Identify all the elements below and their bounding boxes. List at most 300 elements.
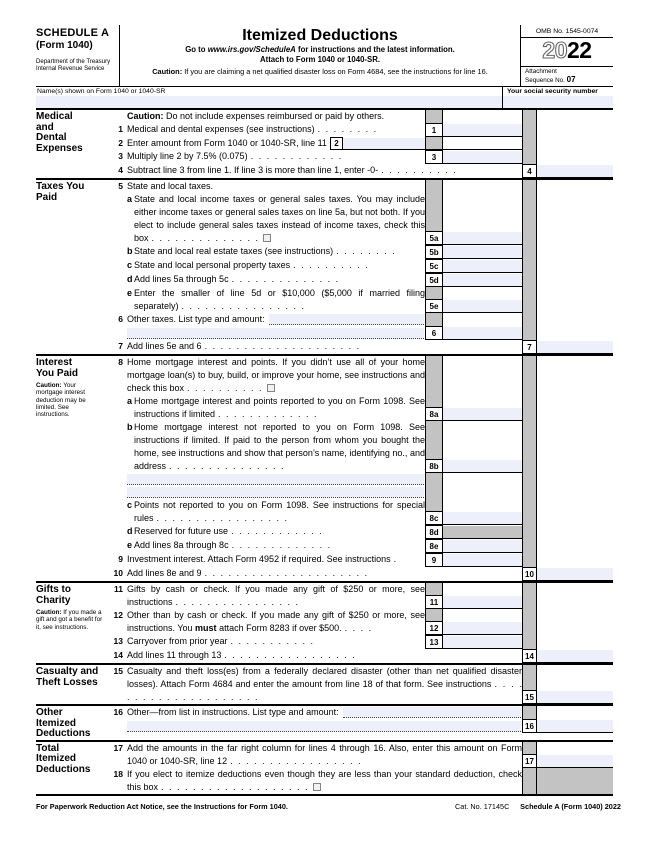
line-8d-amount-field: [443, 526, 522, 538]
right-amount-column-cell: [537, 150, 613, 164]
section-caution-gifts: Caution: If you made a gift and got a benefit for it, see instructions.: [36, 609, 103, 631]
footer-form-id: Schedule A (Form 1040) 2022: [520, 801, 621, 811]
divider-column-cell: [522, 609, 537, 635]
numbox-column-cell: [425, 539, 443, 553]
numbox-column-cell: [425, 473, 443, 486]
section-rows-taxes: [110, 180, 613, 354]
numbox-column-cell: [425, 499, 443, 525]
line-label-cell: [127, 395, 425, 421]
form-line-5e: [110, 287, 613, 313]
line-text: State and local income taxes or general sales taxes. You may include either income taxes or general sales taxes on line 5a, but not both. If you elect to include general sales taxes instead of income taxes, check this box . . . . . . . . . . . . . .: [134, 194, 425, 243]
inner-amount-column-cell: [443, 180, 522, 193]
numbox-column-cell: [425, 421, 443, 473]
bold-text: Caution:: [36, 382, 64, 389]
dotted-entry-field[interactable]: [127, 474, 424, 485]
line-16-amount-field[interactable]: [537, 720, 613, 732]
line-16-box-label: 16: [523, 719, 536, 732]
form-line-7: [110, 340, 613, 354]
section-other: [36, 706, 613, 742]
section-title-line: Theft Losses: [36, 676, 98, 688]
line-8-checkbox[interactable]: [267, 384, 275, 392]
line-label-cell: [127, 193, 425, 245]
right-amount-column-cell: [537, 273, 613, 287]
line-number-spacer: [110, 326, 127, 340]
line-label-cell: [127, 473, 425, 486]
dot-leader: . . . . . . . .: [317, 124, 377, 134]
line-3-box-label: 3: [426, 150, 442, 163]
dot-leader: . . . . . . . .: [336, 246, 395, 256]
inner-amount-column-cell: [443, 245, 522, 259]
line-11-amount-field[interactable]: [443, 596, 522, 608]
dot-leader: . . . . . . . . . . . . . . . . . . .: [161, 781, 308, 792]
numbox-column-cell: [425, 609, 443, 635]
line-5d-amount-field[interactable]: [443, 274, 522, 286]
form-line-5d: [110, 273, 613, 287]
inner-amount-column-cell: [443, 553, 522, 567]
dot-leader: . . . . . . . . . .: [293, 260, 368, 270]
section-title-line: Expenses: [36, 142, 83, 154]
line-number-spacer: [110, 486, 127, 499]
line-4-number: 4: [118, 165, 123, 175]
line-18-checkbox[interactable]: [313, 783, 321, 791]
line-17-number: 17: [113, 742, 123, 753]
schedule-a-label: SCHEDULE A: [36, 27, 110, 39]
form-line-10: [110, 567, 613, 581]
line-15-box-label: 15: [523, 690, 536, 703]
inner-amount-column-cell: [443, 486, 522, 499]
dot-leader: .: [393, 554, 397, 564]
bold-text: Caution:: [36, 609, 64, 616]
line-text: Medical and dental expenses (see instructions) . . . . . . . .: [127, 124, 377, 134]
form-body: [36, 110, 613, 796]
dotted-entry-field[interactable]: [127, 487, 424, 498]
header-center-block: [120, 25, 521, 86]
line-text: Gifts by cash or check. If you made any gift of $250 or more, see instructions . . . . . . . . . . . . . . . .: [127, 584, 425, 607]
line-6-box-label: 6: [426, 326, 442, 339]
numbox-column-cell: [425, 287, 443, 313]
form-line-8: [110, 356, 613, 395]
form-line-5b: [110, 245, 613, 259]
right-amount-column-cell: [537, 742, 613, 768]
section-title-medical: [36, 110, 110, 178]
line-label-cell: [127, 525, 425, 539]
form-line-8b: [110, 421, 613, 473]
right-amount-column-cell: [537, 164, 613, 178]
inner-amount-column-cell: [443, 473, 522, 486]
line-text: Add lines 8e and 9 . . . . . . . . . . . . . . . . . . . . .: [127, 568, 368, 578]
form-line-16: [110, 706, 613, 719]
line-text: Multiply line 2 by 7.5% (0.075) . . . . . . . . . . . .: [127, 151, 342, 161]
line-text: Investment interest. Attach Form 4952 if required. See instructions .: [127, 554, 397, 564]
line-letter: d: [127, 526, 133, 536]
form-line-17: [110, 742, 613, 768]
divider-column-cell: [522, 287, 537, 313]
dot-leader: . . . . . . . . . . . . . . . . .: [156, 513, 288, 523]
section-title-line: Itemized: [36, 717, 77, 729]
line-8b-amount-field[interactable]: [443, 460, 522, 472]
line-letter: e: [127, 288, 133, 298]
inner-amount-column-cell: [443, 137, 522, 150]
form-line: [110, 486, 613, 499]
line-8c-amount-field[interactable]: [443, 512, 522, 524]
right-amount-column-cell: [537, 583, 613, 609]
line-6-number: 6: [118, 314, 123, 324]
line-label-cell: [127, 180, 425, 193]
dotted-entry-field[interactable]: [269, 314, 424, 325]
line-number-spacer: [110, 473, 127, 486]
line-12-number: 12: [113, 610, 123, 620]
line-5b-box-label: 5b: [426, 245, 442, 258]
line-11-box-label: 11: [426, 595, 442, 608]
inner-amount-column-cell: [443, 287, 522, 313]
line-text: Home mortgage interest and points reported to you on Form 1098. See instructions if limited . . . . . . . . . . . . .: [134, 396, 425, 419]
right-amount-column-cell: [537, 567, 613, 581]
line-5e-box-label: 5e: [426, 299, 442, 312]
line-label-cell: [127, 539, 425, 553]
section-title-line: Itemized: [36, 753, 77, 764]
dot-leader: . . . . . . . . . . . .: [231, 526, 322, 536]
divider-column-cell: [522, 123, 537, 137]
form-line-12: [110, 609, 613, 635]
section-rows-casualty: [110, 665, 613, 704]
line-16-number: 16: [113, 707, 123, 717]
line-label-cell: [127, 486, 425, 499]
divider-column-cell: [522, 150, 537, 164]
line-label-cell: [127, 326, 425, 340]
section-gifts: [36, 583, 613, 665]
line-5a-amount-field[interactable]: [443, 232, 522, 244]
attach-line: Attach to Form 1040 or 1040-SR.: [259, 54, 381, 64]
dot-leader: . . . . . . . . . . . . .: [231, 540, 331, 550]
inner-amount-column-cell: [443, 273, 522, 287]
line-8a-box-label: 8a: [426, 407, 442, 420]
dot-leader: . . . . . . . . . .: [381, 165, 456, 175]
right-amount-column-cell: [537, 539, 613, 553]
numbox-column-cell: [425, 180, 443, 193]
dot-leader: . . . . . . . . . . . . . . . . . . . . .: [127, 679, 522, 702]
line-2-number: 2: [118, 138, 123, 148]
line-4-box-label: 4: [523, 164, 536, 177]
sequence-number: 07: [566, 74, 576, 84]
line-number-spacer: [110, 421, 127, 473]
form-line-18: [110, 768, 613, 794]
line-label-cell: [127, 421, 425, 473]
line-label-cell: [127, 245, 425, 259]
dot-leader: . . . . . . . . . . . . . . . . . . . .: [204, 341, 360, 351]
line-number-spacer: [110, 499, 127, 525]
line-1-box-label: 1: [426, 123, 442, 136]
dot-leader: . . . . . . . . . . . . . .: [151, 233, 259, 243]
section-total: [36, 742, 613, 796]
section-interest: [36, 356, 613, 583]
numbox-column-cell: [425, 635, 443, 649]
dot-leader: . . . . . . . . . . . . .: [218, 409, 317, 419]
line-14-amount-field[interactable]: [537, 650, 613, 662]
right-amount-column-cell: [537, 473, 613, 486]
line-text: Subtract line 3 from line 1. If line 3 is more than line 1, enter -0- . . . . . . . . . .: [127, 165, 456, 175]
line-5a-checkbox[interactable]: [263, 234, 271, 242]
line-letter: c: [127, 500, 133, 510]
line-letter: b: [127, 246, 133, 256]
line-number-spacer: [110, 245, 127, 259]
line-number-spacer: [110, 273, 127, 287]
right-amount-column-cell: [537, 499, 613, 525]
line-label-cell: [127, 499, 425, 525]
line-8d-box-label: 8d: [426, 525, 442, 538]
numbox-column-cell: [425, 313, 443, 326]
omb-number: OMB No. 1545-0074: [521, 25, 613, 38]
dotted-entry-field[interactable]: [343, 707, 521, 718]
right-amount-column-cell: [537, 180, 613, 193]
dotted-entry-field[interactable]: [127, 328, 424, 339]
name-cell: [36, 87, 503, 108]
line-5d-box-label: 5d: [426, 273, 442, 286]
line-9-box-label: 9: [426, 553, 442, 566]
line-text: Home mortgage interest and points. If you didn’t use all of your home mortgage loan(s) to buy, build, or improve your home, see instructions and check this box . . . . . . . . . .: [127, 357, 425, 393]
line-number-spacer: [110, 539, 127, 553]
line-number-spacer: [110, 525, 127, 539]
divider-column-cell: [522, 180, 537, 193]
line-label-cell: [127, 768, 522, 794]
inner-amount-column-cell: [443, 609, 522, 635]
divider-column-cell: [522, 486, 537, 499]
form-line-9: [110, 553, 613, 567]
right-amount-column-cell: [537, 356, 613, 395]
tax-year-suffix: 22: [567, 37, 592, 63]
numbox-column-cell: [425, 110, 443, 123]
form-line: [110, 473, 613, 486]
right-amount-column-cell: [537, 553, 613, 567]
divider-column-cell: [522, 326, 537, 340]
line-10-amount-field[interactable]: [537, 568, 613, 580]
section-title-total: [36, 742, 110, 794]
section-medical: [36, 110, 613, 180]
section-title-line: Medical: [36, 111, 73, 122]
divider-column-cell: [522, 137, 537, 150]
bold-text: must: [195, 623, 217, 633]
line-11-number: 11: [114, 584, 123, 594]
inner-amount-column-cell: [443, 110, 522, 123]
line-number-spacer: [110, 110, 127, 123]
bold-text: for instructions and the latest information.: [295, 45, 455, 54]
bold-text: Go to: [185, 45, 208, 54]
form-line: [110, 110, 613, 123]
right-amount-column-cell: [537, 486, 613, 499]
right-amount-column-cell: [537, 421, 613, 473]
line-1-amount-field[interactable]: [443, 124, 522, 136]
numbox-column-cell: [425, 486, 443, 499]
dot-leader: . . . . . . . . . .: [187, 383, 262, 393]
inner-amount-column-cell: [443, 326, 522, 340]
line-12-box-label: 12: [426, 621, 442, 634]
footer-paperwork-notice: For Paperwork Reduction Act Notice, see the Instructions for Form 1040.: [36, 801, 288, 811]
numbox-column-cell: [425, 123, 443, 137]
line-9-amount-field[interactable]: [443, 554, 522, 566]
line-12-amount-field[interactable]: [443, 622, 522, 634]
divider-column-cell: [522, 193, 537, 245]
attachment-sequence: [521, 66, 613, 84]
line-label-cell: [127, 313, 425, 326]
inner-amount-column-cell: [443, 193, 522, 245]
section-title-casualty: [36, 665, 110, 704]
line-7-amount-field[interactable]: [537, 341, 613, 353]
form-header: [36, 25, 613, 87]
section-casualty: [36, 665, 613, 706]
right-amount-column-cell: [537, 245, 613, 259]
line-8a-amount-field[interactable]: [443, 408, 522, 420]
line-5b-amount-field[interactable]: [443, 246, 522, 258]
line-7-box-label: 7: [523, 340, 536, 353]
divider-column-cell: [522, 499, 537, 525]
numbox-column-cell: [425, 583, 443, 609]
line-text: Other than by cash or check. If you made any gift of $250 or more, see instructions. You must attach Form 8283 if over $500. . . . .: [127, 610, 425, 633]
attachment-label: Attachment: [525, 68, 557, 75]
inner-amount-column-cell: [443, 525, 522, 539]
right-amount-column-cell: [537, 649, 613, 663]
line-5-number: 5: [118, 181, 123, 191]
dot-leader: . . . . . . . . . . . . . . . . .: [230, 755, 361, 766]
numbox-column-cell: [425, 137, 443, 150]
inner-amount-column-cell: [443, 259, 522, 273]
line-label-cell: [127, 356, 425, 395]
form-title: Itemized Deductions: [242, 27, 398, 44]
dot-leader: . . . .: [344, 623, 372, 633]
name-input-field[interactable]: [36, 96, 502, 108]
line-text: Points not reported to you on Form 1098. See instructions for special rules . . . . . . . . . . . . . . . . .: [134, 500, 425, 523]
line-label-cell: [127, 553, 425, 567]
line-text: Reserved for future use . . . . . . . . . . . .: [134, 526, 322, 536]
line-15-amount-field[interactable]: [537, 691, 613, 703]
inner-amount-column-cell: [443, 499, 522, 525]
line-6-amount-field[interactable]: [443, 327, 522, 339]
inner-amount-column-cell: [443, 539, 522, 553]
ssn-cell: [503, 87, 613, 108]
dot-leader: . . . . . . . . . . . . . . .: [169, 461, 284, 471]
line-3-number: 3: [118, 151, 123, 161]
dot-leader: . . . . . . . . . . . . . .: [231, 274, 339, 284]
form-line-8a: [110, 395, 613, 421]
numbox-column-cell: [425, 245, 443, 259]
goto-instructions-line: [120, 45, 520, 55]
form-line-1: [110, 123, 613, 137]
right-amount-column-cell: [537, 340, 613, 354]
line-8e-amount-field[interactable]: [443, 540, 522, 552]
line-label-cell: [127, 706, 522, 719]
dot-leader: . . . . . . . . . . . .: [250, 151, 342, 161]
divider-column-cell: [522, 768, 537, 794]
dotted-entry-field[interactable]: [127, 721, 521, 732]
right-amount-column-cell: [537, 665, 613, 704]
form-line-11: [110, 583, 613, 609]
inner-amount-column-cell: [443, 395, 522, 421]
form-line-6: [110, 326, 613, 340]
line-label-cell: [127, 123, 425, 137]
divider-column-cell: [522, 539, 537, 553]
line-4-amount-field[interactable]: [537, 165, 613, 177]
section-taxes: [36, 180, 613, 356]
bold-text: Caution:: [152, 67, 185, 76]
line-8b-box-label: 8b: [426, 459, 442, 472]
right-amount-column-cell: [537, 326, 613, 340]
section-caution-interest: Caution: Your mortgage interest deduction may be limited. See instructions.: [36, 382, 86, 419]
line-13-amount-field[interactable]: [443, 636, 522, 648]
line-text: Add the amounts in the far right column for lines 4 through 16. Also, enter this amount on Form 1040 or 1040-SR, line 12 . . . . . . . . . . . . . . . . .: [127, 742, 522, 766]
section-rows-total: [110, 742, 613, 794]
ssn-input-field[interactable]: [503, 96, 613, 108]
line-text: State and local real estate taxes (see instructions) . . . . . . . .: [134, 246, 395, 256]
divider-column-cell: [522, 395, 537, 421]
line-label-cell: [127, 273, 425, 287]
right-amount-column-cell: [537, 123, 613, 137]
line-10-box-label: 10: [523, 567, 536, 580]
header-caution-line: Caution: If you are claiming a net qualified disaster loss on Form 4684, see the instructions for line 16.: [152, 67, 488, 76]
line-label-cell: [127, 567, 522, 581]
numbox-column-cell: [425, 395, 443, 421]
line-1-number: 1: [118, 124, 123, 134]
inner-amount-column-cell: [443, 421, 522, 473]
divider-column-cell: [522, 259, 537, 273]
section-title-taxes: [36, 180, 110, 354]
line-number-spacer: [110, 719, 127, 733]
line-5a-box-label: 5a: [426, 231, 442, 244]
line-17-box-label: 17: [523, 754, 536, 767]
form-line-8d: [110, 525, 613, 539]
dot-leader: . . . . . . . . . . . . . . . . . . . . .: [204, 568, 368, 578]
dot-leader: . . . . . . . . . . . . . . . .: [181, 301, 305, 311]
line-letter: d: [127, 274, 133, 284]
line-number-spacer: [110, 259, 127, 273]
line-6-label: Other taxes. List type and amount:: [127, 314, 265, 324]
line-text: Enter the smaller of line 5d or $10,000 ($5,000 if married filing separately) . . . . . . . . . . . . . . . .: [134, 288, 425, 311]
divider-column-cell: [522, 553, 537, 567]
form-line-5: [110, 180, 613, 193]
line-2-amount-field[interactable]: [343, 138, 425, 150]
line-number-spacer: [110, 395, 127, 421]
header-left-block: [36, 25, 120, 86]
line-text: Caution: Do not include expenses reimbursed or paid by others.: [127, 111, 385, 121]
section-title-gifts: [36, 583, 110, 663]
sequence-number-line: [525, 76, 613, 85]
divider-column-cell: [522, 340, 537, 354]
line-5c-amount-field[interactable]: [443, 260, 522, 272]
line-17-amount-field[interactable]: [537, 755, 613, 767]
name-label: Name(s) shown on Form 1040 or 1040-SR: [37, 88, 166, 95]
line-8-number: 8: [118, 357, 123, 367]
section-title-line: Gifts to: [36, 584, 71, 595]
line-5e-amount-field[interactable]: [443, 300, 522, 312]
line-text: Add lines 5a through 5c . . . . . . . . . . . . . .: [134, 274, 339, 284]
line-7-number: 7: [118, 341, 123, 351]
divider-column-cell: [522, 164, 537, 178]
divider-column-cell: [522, 719, 537, 733]
sequence-label: Sequence No.: [525, 76, 567, 84]
line-label-cell: [127, 719, 522, 733]
right-amount-column-cell: [537, 706, 613, 719]
line-16-label: Other—from list in instructions. List type and amount:: [127, 707, 339, 717]
inner-amount-column-cell: [443, 150, 522, 164]
section-title-line: Paid: [36, 191, 58, 203]
line-3-amount-field[interactable]: [443, 151, 522, 163]
divider-column-cell: [522, 356, 537, 395]
line-text: State and local personal property taxes . . . . . . . . . .: [134, 260, 368, 270]
section-rows-gifts: [110, 583, 613, 663]
line-14-box-label: 14: [523, 649, 536, 662]
section-title-line: Casualty and: [36, 666, 99, 677]
dot-leader: . . . . . . . . . . . . . . . .: [175, 597, 299, 607]
form-line-5a: [110, 193, 613, 245]
website-link-text: www.irs.gov/ScheduleA: [207, 45, 296, 54]
line-text: State and local taxes.: [127, 181, 214, 191]
